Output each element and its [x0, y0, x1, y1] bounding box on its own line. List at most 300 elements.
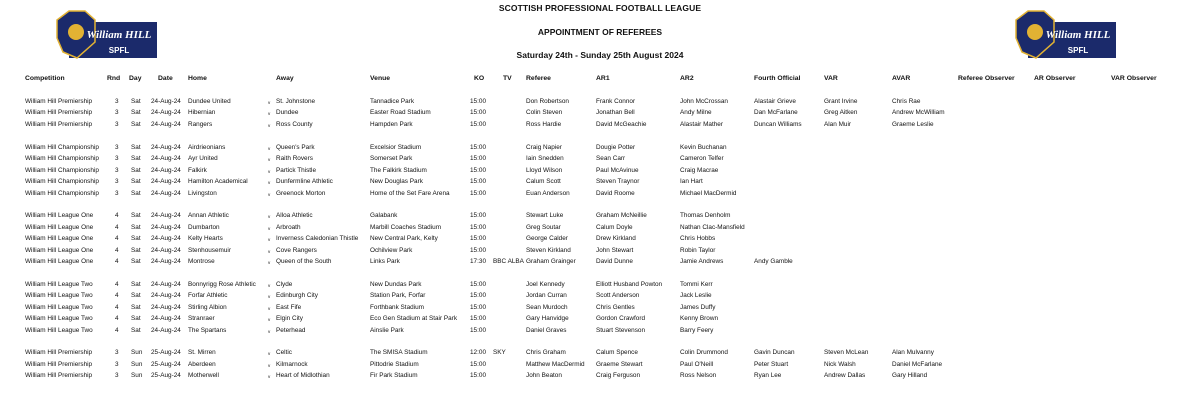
- day-cell: Sun: [131, 361, 143, 368]
- day-cell: Sat: [131, 109, 141, 116]
- fourth-official-cell: Ryan Lee: [754, 372, 782, 379]
- away-team-cell: Edinburgh City: [276, 292, 318, 299]
- referee-cell: Joel Kennedy: [526, 281, 565, 288]
- referee-cell: Euan Anderson: [526, 190, 570, 197]
- versus-mark: v: [268, 317, 271, 322]
- date-cell: 24-Aug-24: [151, 315, 181, 322]
- round-cell: 3: [115, 349, 119, 356]
- away-team-cell: Arbroath: [276, 224, 301, 231]
- versus-mark: v: [268, 226, 271, 231]
- kick-off-cell: 15:00: [470, 190, 486, 197]
- var-cell: Steven McLean: [824, 349, 869, 356]
- kick-off-cell: 15:00: [470, 361, 486, 368]
- table-row: [0, 97, 1200, 107]
- kick-off-cell: 15:00: [470, 144, 486, 151]
- ar1-cell: Drew Kirkland: [596, 235, 636, 242]
- table-row: [0, 223, 1200, 233]
- competition-cell: William Hill Premiership: [25, 349, 93, 356]
- var-cell: Alan Muir: [824, 121, 851, 128]
- round-cell: 4: [115, 235, 119, 242]
- fourth-official-cell: Alastair Grieve: [754, 98, 796, 105]
- table-row: [0, 143, 1200, 153]
- competition-cell: William Hill Championship: [25, 178, 99, 185]
- date-cell: 24-Aug-24: [151, 235, 181, 242]
- competition-cell: William Hill Premiership: [25, 109, 93, 116]
- kick-off-cell: 12:00: [470, 349, 486, 356]
- day-cell: Sat: [131, 235, 141, 242]
- versus-mark: v: [268, 249, 271, 254]
- table-row: [0, 360, 1200, 370]
- home-team-cell: Bonnyrigg Rose Athletic: [188, 281, 256, 288]
- home-team-cell: Stranraer: [188, 315, 215, 322]
- ar2-cell: Ross Nelson: [680, 372, 717, 379]
- table-row: [0, 120, 1200, 130]
- referee-cell: Calum Scott: [526, 178, 561, 185]
- table-row: [0, 177, 1200, 187]
- versus-mark: v: [268, 169, 271, 174]
- versus-mark: v: [268, 283, 271, 288]
- competition-cell: William Hill Championship: [25, 190, 99, 197]
- kick-off-cell: 15:00: [470, 212, 486, 219]
- home-team-cell: Stenhousemuir: [188, 247, 231, 254]
- away-team-cell: Queen's Park: [276, 144, 315, 151]
- ar1-cell: Gordon Crawford: [596, 315, 646, 322]
- ar2-cell: Alastair Mather: [680, 121, 723, 128]
- ar2-cell: Jack Leslie: [680, 292, 712, 299]
- home-team-cell: Montrose: [188, 258, 215, 265]
- avar-cell: Daniel McFarlane: [892, 361, 943, 368]
- competition-cell: William Hill Premiership: [25, 372, 93, 379]
- venue-cell: Somerset Park: [370, 155, 413, 162]
- referee-cell: Gary Hanvidge: [526, 315, 569, 322]
- ar2-cell: John McCrossan: [680, 98, 728, 105]
- kick-off-cell: 15:00: [470, 315, 486, 322]
- competition-cell: William Hill League Two: [25, 315, 93, 322]
- versus-mark: v: [268, 192, 271, 197]
- round-cell: 3: [115, 109, 119, 116]
- competition-cell: William Hill League One: [25, 224, 94, 231]
- ar2-cell: Robin Taylor: [680, 247, 716, 254]
- ar2-cell: Nathan Clac-Mansfield: [680, 224, 745, 231]
- date-range: Saturday 24th - Sunday 25th August 2024: [516, 50, 684, 60]
- referee-cell: Iain Snedden: [526, 155, 564, 162]
- referee-cell: Greg Soutar: [526, 224, 561, 231]
- competition-cell: William Hill Premiership: [25, 121, 93, 128]
- competition-cell: William Hill League One: [25, 258, 94, 265]
- logo-sub-text: SPFL: [1067, 46, 1089, 55]
- day-cell: Sat: [131, 155, 141, 162]
- day-cell: Sun: [131, 349, 143, 356]
- versus-mark: v: [268, 294, 271, 299]
- kick-off-cell: 17:30: [470, 258, 486, 265]
- avar-cell: Chris Rae: [892, 98, 921, 105]
- header-ko: KO: [474, 75, 485, 82]
- header-day: Day: [129, 75, 142, 82]
- fourth-official-cell: Peter Stuart: [754, 361, 789, 368]
- table-row: [0, 291, 1200, 301]
- venue-cell: Excelsior Stadium: [370, 144, 422, 151]
- header-rnd: Rnd: [107, 75, 121, 82]
- logo-lion-icon: [1027, 24, 1043, 40]
- header-referee-observer: Referee Observer: [958, 75, 1015, 82]
- table-row: [0, 108, 1200, 118]
- venue-cell: Ochilview Park: [370, 247, 413, 254]
- referee-cell: John Beaton: [526, 372, 562, 379]
- home-team-cell: Rangers: [188, 121, 213, 128]
- ar1-cell: Scott Anderson: [596, 292, 640, 299]
- ar1-cell: Dougie Potter: [596, 144, 636, 151]
- kick-off-cell: 15:00: [470, 292, 486, 299]
- header-ar-observer: AR Observer: [1034, 75, 1076, 82]
- date-cell: 24-Aug-24: [151, 258, 181, 265]
- fourth-official-cell: Gavin Duncan: [754, 349, 795, 356]
- date-cell: 24-Aug-24: [151, 121, 181, 128]
- tv-cell: SKY: [493, 349, 506, 356]
- kick-off-cell: 15:00: [470, 155, 486, 162]
- date-cell: 24-Aug-24: [151, 167, 181, 174]
- round-cell: 3: [115, 167, 119, 174]
- versus-mark: v: [268, 157, 271, 162]
- ar2-cell: James Duffy: [680, 304, 716, 311]
- day-cell: Sat: [131, 144, 141, 151]
- referee-cell: Graham Grainger: [526, 258, 576, 265]
- ar2-cell: Craig Macrae: [680, 167, 719, 174]
- table-row: [0, 348, 1200, 358]
- tv-cell: BBC ALBA: [493, 258, 524, 265]
- var-cell: Greg Aitken: [824, 109, 858, 116]
- away-team-cell: Cove Rangers: [276, 247, 317, 254]
- venue-cell: Links Park: [370, 258, 400, 265]
- round-cell: 3: [115, 372, 119, 379]
- venue-cell: Home of the Set Fare Arena: [370, 190, 450, 197]
- ar1-cell: Elliott Husband Powton: [596, 281, 663, 288]
- day-cell: Sat: [131, 327, 141, 334]
- away-team-cell: Queen of the South: [276, 258, 332, 265]
- date-cell: 24-Aug-24: [151, 304, 181, 311]
- day-cell: Sat: [131, 281, 141, 288]
- table-row: [0, 371, 1200, 381]
- competition-cell: William Hill League Two: [25, 327, 93, 334]
- table-row: [0, 314, 1200, 324]
- date-cell: 25-Aug-24: [151, 372, 181, 379]
- date-cell: 24-Aug-24: [151, 327, 181, 334]
- referee-cell: Stewart Luke: [526, 212, 564, 219]
- away-team-cell: Greenock Morton: [276, 190, 326, 197]
- ar2-cell: Barry Feery: [680, 327, 714, 334]
- ar1-cell: John Stewart: [596, 247, 634, 254]
- venue-cell: New Central Park, Kelty: [370, 235, 438, 242]
- round-cell: 4: [115, 315, 119, 322]
- referee-cell: Steven Kirkland: [526, 247, 571, 254]
- ar2-cell: Thomas Denholm: [680, 212, 731, 219]
- round-cell: 4: [115, 258, 119, 265]
- date-cell: 24-Aug-24: [151, 292, 181, 299]
- versus-mark: v: [268, 374, 271, 379]
- venue-cell: Marbill Coaches Stadium: [370, 224, 442, 231]
- round-cell: 3: [115, 190, 119, 197]
- table-row: [0, 154, 1200, 164]
- venue-cell: Tannadice Park: [370, 98, 415, 105]
- home-team-cell: St. Mirren: [188, 349, 216, 356]
- home-team-cell: Falkirk: [188, 167, 207, 174]
- referee-cell: Colin Steven: [526, 109, 563, 116]
- table-row: [0, 211, 1200, 221]
- ar2-cell: Kenny Brown: [680, 315, 719, 322]
- header-var: VAR: [824, 75, 838, 82]
- home-team-cell: Airdrieonians: [188, 144, 226, 151]
- ar2-cell: Tommi Kerr: [680, 281, 713, 288]
- venue-cell: Ainslie Park: [370, 327, 404, 334]
- kick-off-cell: 15:00: [470, 281, 486, 288]
- day-cell: Sat: [131, 212, 141, 219]
- kick-off-cell: 15:00: [470, 235, 486, 242]
- home-team-cell: Kelty Hearts: [188, 235, 223, 242]
- table-row: [0, 234, 1200, 244]
- referee-cell: Jordan Curran: [526, 292, 567, 299]
- fourth-official-cell: Andy Gamble: [754, 258, 793, 265]
- home-team-cell: Livingston: [188, 190, 217, 197]
- referee-cell: Matthew MacDermid: [526, 361, 585, 368]
- day-cell: Sat: [131, 178, 141, 185]
- round-cell: 4: [115, 247, 119, 254]
- referee-cell: Chris Graham: [526, 349, 566, 356]
- kick-off-cell: 15:00: [470, 98, 486, 105]
- day-cell: Sat: [131, 167, 141, 174]
- away-team-cell: Inverness Caledonian Thistle: [276, 235, 359, 242]
- home-team-cell: Hamilton Academical: [188, 178, 248, 185]
- ar1-cell: Calum Spence: [596, 349, 638, 356]
- ar2-cell: Colin Drummond: [680, 349, 728, 356]
- round-cell: 3: [115, 361, 119, 368]
- ar1-cell: Graham McNeillie: [596, 212, 647, 219]
- round-cell: 4: [115, 304, 119, 311]
- versus-mark: v: [268, 214, 271, 219]
- away-team-cell: Dunfermline Athletic: [276, 178, 333, 185]
- away-team-cell: Ross County: [276, 121, 313, 128]
- competition-cell: William Hill Championship: [25, 155, 99, 162]
- home-team-cell: Dumbarton: [188, 224, 220, 231]
- round-cell: 4: [115, 327, 119, 334]
- home-team-cell: Annan Athletic: [188, 212, 229, 219]
- header-ar1: AR1: [596, 75, 610, 82]
- william-hill-spfl-logo-right: [1014, 8, 1119, 62]
- ar1-cell: Jonathan Bell: [596, 109, 635, 116]
- fourth-official-cell: Dan McFarlane: [754, 109, 798, 116]
- day-cell: Sat: [131, 315, 141, 322]
- date-cell: 25-Aug-24: [151, 361, 181, 368]
- versus-mark: v: [268, 111, 271, 116]
- versus-mark: v: [268, 260, 271, 265]
- day-cell: Sat: [131, 247, 141, 254]
- ar1-cell: Stuart Stevenson: [596, 327, 646, 334]
- referee-cell: Ross Hardie: [526, 121, 562, 128]
- away-team-cell: Elgin City: [276, 315, 303, 322]
- day-cell: Sat: [131, 190, 141, 197]
- day-cell: Sat: [131, 224, 141, 231]
- logo-brand-text: William HILL: [1045, 29, 1111, 41]
- ar1-cell: Paul McAvinue: [596, 167, 639, 174]
- home-team-cell: The Spartans: [188, 327, 227, 334]
- competition-cell: William Hill League One: [25, 212, 94, 219]
- ar1-cell: David Roome: [596, 190, 635, 197]
- venue-cell: Forthbank Stadium: [370, 304, 424, 311]
- referee-cell: Don Robertson: [526, 98, 569, 105]
- referee-cell: Craig Napier: [526, 144, 562, 151]
- header-date: Date: [158, 75, 173, 82]
- home-team-cell: Ayr United: [188, 155, 218, 162]
- header-avar: AVAR: [892, 75, 911, 82]
- kick-off-cell: 15:00: [470, 167, 486, 174]
- venue-cell: Easter Road Stadium: [370, 109, 431, 116]
- ar1-cell: Chris Gentles: [596, 304, 635, 311]
- home-team-cell: Aberdeen: [188, 361, 216, 368]
- referee-cell: George Calder: [526, 235, 568, 242]
- day-cell: Sat: [131, 292, 141, 299]
- versus-mark: v: [268, 363, 271, 368]
- var-cell: Andrew Dallas: [824, 372, 866, 379]
- avar-cell: Gary Hilland: [892, 372, 928, 379]
- ar2-cell: Chris Hobbs: [680, 235, 716, 242]
- competition-cell: William Hill Championship: [25, 144, 99, 151]
- ar1-cell: Craig Ferguson: [596, 372, 641, 379]
- league-title: SCOTTISH PROFESSIONAL FOOTBALL LEAGUE: [498, 3, 702, 13]
- fourth-official-cell: Duncan Williams: [754, 121, 802, 128]
- avar-cell: Graeme Leslie: [892, 121, 934, 128]
- kick-off-cell: 15:00: [470, 224, 486, 231]
- avar-cell: Alan Mulvanny: [892, 349, 934, 356]
- away-team-cell: Kilmarnock: [276, 361, 308, 368]
- header-competition: Competition: [25, 75, 65, 82]
- away-team-cell: Heart of Midlothian: [276, 372, 330, 379]
- away-team-cell: Peterhead: [276, 327, 306, 334]
- away-team-cell: Clyde: [276, 281, 293, 288]
- logo-brand-text: William HILL: [86, 29, 152, 41]
- kick-off-cell: 15:00: [470, 247, 486, 254]
- versus-mark: v: [268, 237, 271, 242]
- header-ar2: AR2: [680, 75, 694, 82]
- table-row: [0, 166, 1200, 176]
- away-team-cell: Partick Thistle: [276, 167, 317, 174]
- day-cell: Sun: [131, 372, 143, 379]
- ar2-cell: Kevin Buchanan: [680, 144, 727, 151]
- round-cell: 3: [115, 178, 119, 185]
- venue-cell: The Falkirk Stadium: [370, 167, 427, 174]
- versus-mark: v: [268, 146, 271, 151]
- ar2-cell: Andy Milne: [680, 109, 712, 116]
- date-cell: 24-Aug-24: [151, 190, 181, 197]
- date-cell: 24-Aug-24: [151, 98, 181, 105]
- date-cell: 24-Aug-24: [151, 155, 181, 162]
- header-var-observer: VAR Observer: [1111, 75, 1157, 82]
- appointments-title: APPOINTMENT OF REFEREES: [537, 27, 663, 37]
- ar1-cell: Steven Traynor: [596, 178, 640, 185]
- home-team-cell: Forfar Athletic: [188, 292, 228, 299]
- round-cell: 4: [115, 212, 119, 219]
- ar2-cell: Jamie Andrews: [680, 258, 724, 265]
- table-row: [0, 189, 1200, 199]
- venue-cell: Station Park, Forfar: [370, 292, 426, 299]
- logo-sub-text: SPFL: [108, 46, 130, 55]
- competition-cell: William Hill League Two: [25, 292, 93, 299]
- referee-cell: Sean Murdoch: [526, 304, 568, 311]
- table-row: [0, 280, 1200, 290]
- home-team-cell: Stirling Albion: [188, 304, 227, 311]
- logo-lion-icon: [68, 24, 84, 40]
- ar2-cell: Paul O'Neill: [680, 361, 714, 368]
- competition-cell: William Hill League Two: [25, 304, 93, 311]
- competition-cell: William Hill League Two: [25, 281, 93, 288]
- date-cell: 24-Aug-24: [151, 281, 181, 288]
- kick-off-cell: 15:00: [470, 121, 486, 128]
- kick-off-cell: 15:00: [470, 178, 486, 185]
- table-row: [0, 246, 1200, 256]
- ar1-cell: Calum Doyle: [596, 224, 633, 231]
- table-row: [0, 326, 1200, 336]
- date-cell: 24-Aug-24: [151, 109, 181, 116]
- versus-mark: v: [268, 100, 271, 105]
- away-team-cell: Raith Rovers: [276, 155, 313, 162]
- versus-mark: v: [268, 180, 271, 185]
- date-cell: 24-Aug-24: [151, 212, 181, 219]
- header-away: Away: [276, 75, 294, 82]
- versus-mark: v: [268, 351, 271, 356]
- header-tv: TV: [503, 75, 512, 82]
- away-team-cell: Celtic: [276, 349, 292, 356]
- venue-cell: New Douglas Park: [370, 178, 423, 185]
- ar1-cell: Frank Connor: [596, 98, 636, 105]
- home-team-cell: Dundee United: [188, 98, 231, 105]
- venue-cell: Galabank: [370, 212, 398, 219]
- day-cell: Sat: [131, 121, 141, 128]
- away-team-cell: Alloa Athletic: [276, 212, 313, 219]
- header-home: Home: [188, 75, 207, 82]
- competition-cell: William Hill Championship: [25, 167, 99, 174]
- away-team-cell: St. Johnstone: [276, 98, 316, 105]
- header-referee: Referee: [526, 75, 551, 82]
- round-cell: 3: [115, 155, 119, 162]
- ar1-cell: David Dunne: [596, 258, 633, 265]
- day-cell: Sat: [131, 98, 141, 105]
- ar2-cell: Cameron Telfer: [680, 155, 724, 162]
- round-cell: 3: [115, 144, 119, 151]
- venue-cell: Eco Gen Stadium at Stair Park: [370, 315, 458, 322]
- date-cell: 25-Aug-24: [151, 349, 181, 356]
- kick-off-cell: 15:00: [470, 109, 486, 116]
- kick-off-cell: 15:00: [470, 327, 486, 334]
- versus-mark: v: [268, 306, 271, 311]
- header-fourth-official: Fourth Official: [754, 75, 801, 82]
- ar1-cell: Graeme Stewart: [596, 361, 643, 368]
- header-venue: Venue: [370, 75, 391, 82]
- date-cell: 24-Aug-24: [151, 224, 181, 231]
- table-row: [0, 257, 1200, 267]
- competition-cell: William Hill Premiership: [25, 361, 93, 368]
- avar-cell: Andrew McWilliam: [892, 109, 945, 116]
- venue-cell: Hampden Park: [370, 121, 413, 128]
- venue-cell: Pittodrie Stadium: [370, 361, 419, 368]
- away-team-cell: East Fife: [276, 304, 302, 311]
- var-cell: Nick Walsh: [824, 361, 856, 368]
- round-cell: 4: [115, 224, 119, 231]
- competition-cell: William Hill Premiership: [25, 98, 93, 105]
- kick-off-cell: 15:00: [470, 304, 486, 311]
- round-cell: 3: [115, 98, 119, 105]
- referee-cell: Lloyd Wilson: [526, 167, 563, 174]
- home-team-cell: Hibernian: [188, 109, 216, 116]
- ar1-cell: Sean Carr: [596, 155, 626, 162]
- venue-cell: Fir Park Stadium: [370, 372, 418, 379]
- venue-cell: The SMISA Stadium: [370, 349, 428, 356]
